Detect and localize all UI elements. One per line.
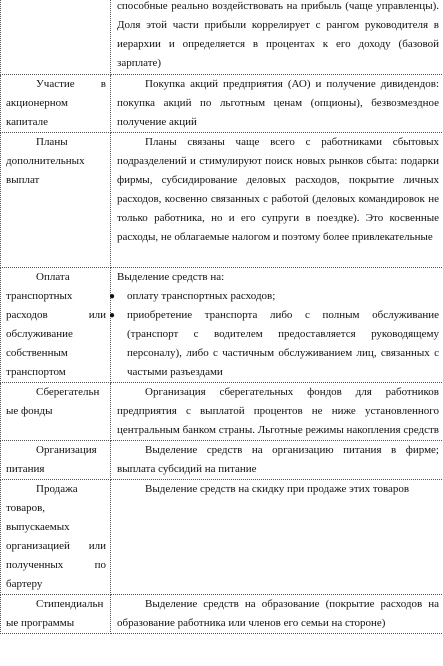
description-intro: Выделение средств на: xyxy=(117,271,225,283)
table-cell-type xyxy=(1,0,111,75)
description-text: Планы связаны чаще всего с работниками сбытовых подразделений и стимулируют поиск новых рынков сбыта: подарки фирмы, субсидирование деловых расходов, покрытие личных расходов, косвенно связанных с работой (деловых командировок не только работника, но и его супруги в поездке). Это косвенные расходы, не облагаемые налогом и поэтому более привлекательные xyxy=(117,136,439,243)
table-row xyxy=(1,383,443,441)
table-cell-type: Стипендиальные программы xyxy=(1,595,111,634)
table-cell-description xyxy=(111,0,443,75)
description-text: Выделение средств на скидку при продаже этих товаров xyxy=(145,483,410,495)
table-cell-description xyxy=(111,441,443,480)
table-cell-type: Участие в акционерном капитале xyxy=(1,75,111,133)
table-cell-type: Продажа товаров, выпускаемых организацией или полученных по бартеру xyxy=(1,480,111,595)
list-item-text: оплату транспортных расходов; xyxy=(127,290,276,302)
table-cell-type: Сберегательные фонды xyxy=(1,383,111,441)
table-row xyxy=(1,133,443,268)
table-cell-description xyxy=(111,383,443,441)
table-cell-description xyxy=(111,133,443,268)
table-cell-description xyxy=(111,595,443,634)
table-row xyxy=(1,75,443,133)
list-item-text: приобретение транспорта либо с полным обслуживание (транспорт с водителем предоставляется руководящему персоналу), либо с частичным обслуживанием лиц, связанных с частыми разъездами xyxy=(127,309,439,378)
bullet-icon: ● xyxy=(109,310,116,321)
table-row xyxy=(1,0,443,75)
table-row xyxy=(1,595,443,634)
table-cell-type: Организация питания xyxy=(1,441,111,480)
description-text: Выделение средств на организацию питания в фирме; выплата субсидий на питание xyxy=(117,444,439,475)
table-cell-type: Оплата транспортных расходов или обслуживание собственным транспортом xyxy=(1,268,111,383)
table-row xyxy=(1,441,443,480)
table-cell-description xyxy=(111,480,443,595)
description-text: Организация сберегательных фондов для работников предприятия с выплатой процентов не ниже установленного центральным банком страны. Льготные режимы накопления средств xyxy=(117,386,439,436)
description-text: Выделение средств на образование (покрытие расходов на образование работника или членов его семьи на стороне) xyxy=(117,598,439,629)
bullet-icon: ● xyxy=(109,291,116,302)
table-row xyxy=(1,268,443,383)
description-text: Покупка акций предприятия (АО) и получение дивидендов: покупка акций по льготным ценам (опционы), безвозмездное получение акций xyxy=(117,78,439,128)
table-cell-description xyxy=(111,75,443,133)
table-cell-type: Планы дополнительных выплат xyxy=(1,133,111,268)
table-row xyxy=(1,480,443,595)
bullet-list xyxy=(109,287,439,382)
description-text: способные реально воздействовать на прибыль (чаще управленцы). Доля этой части прибыли коррелирует с рангом руководителя в иерархии и определяется в процентах к его доходу (базовой зарплате) xyxy=(117,0,439,69)
list-item xyxy=(109,306,439,382)
list-item xyxy=(109,287,439,306)
table-cell-description xyxy=(111,268,443,383)
